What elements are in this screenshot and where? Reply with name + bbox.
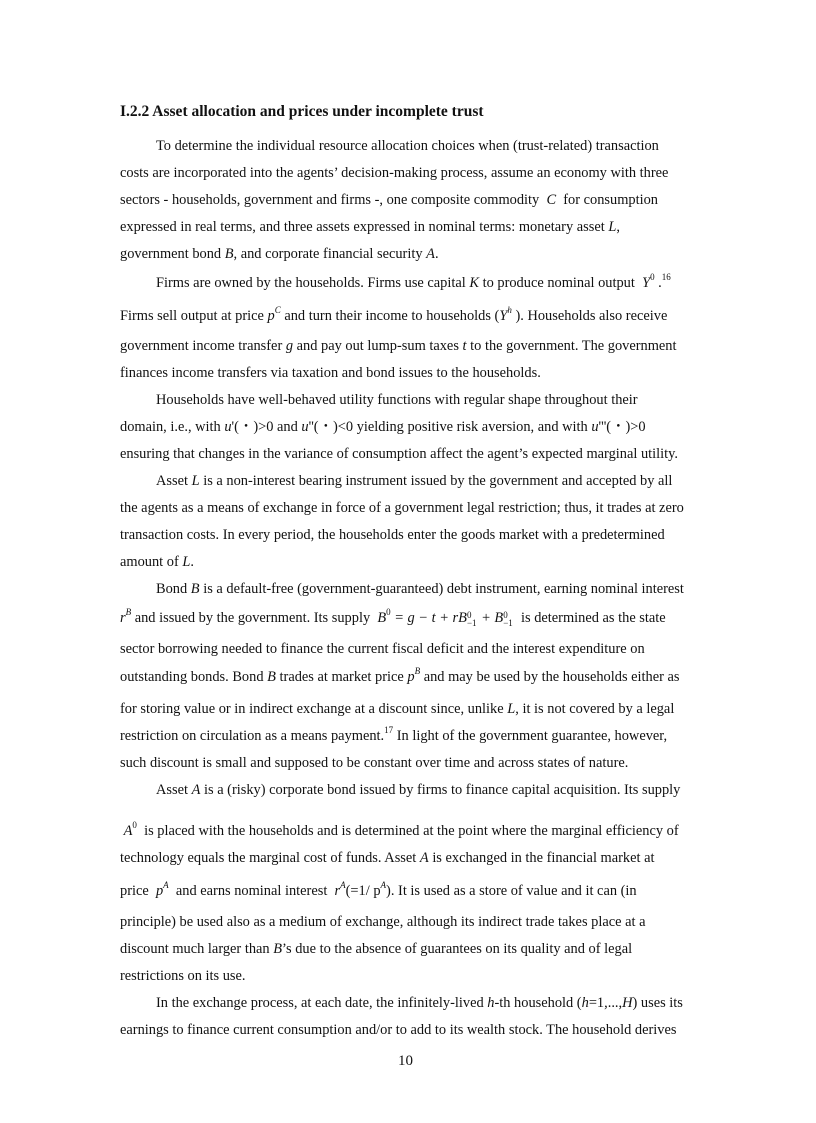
subsup-stack: 0 −1 [466,610,477,628]
section-heading: I.2.2 Asset allocation and prices under incomplete trust [120,103,484,120]
paragraph-line: the agents as a means of exchange in force of a government legal restriction; thus, it trades at zero [120,500,684,516]
paragraph-line: for storing value or in indirect exchange at a discount since, unlike L, it is not covered by a legal [120,701,675,717]
paragraph-line: amount of L. [120,554,194,570]
paragraph-line: In the exchange process, at each date, the infinitely-lived h-th household (h=1,...,H) uses its [156,995,683,1011]
paragraph-line: Firms are owned by the households. Firms use capital K to produce nominal output $Y^0$ .$^{16}$ [156,272,671,291]
paragraph-line: costs are incorporated into the agents’ decision-making process, assume an economy with three [120,165,669,181]
paragraph-line: $r^B$ and issued by the government. Its supply $B^0 = g - t$ + rB 0 −1 + B 0 −1 is determined as the state [120,607,666,628]
paragraph-line: Asset L is a non-interest bearing instrument issued by the government and accepted by all [156,473,673,489]
paragraph-line: sector borrowing needed to finance the current fiscal deficit and the interest expenditure on [120,641,645,657]
paragraph-line: such discount is small and supposed to be constant over time and across states of nature. [120,755,629,771]
paragraph-line: To determine the individual resource allocation choices when (trust-related) transaction [156,138,659,154]
paragraph-line: transaction costs. In every period, the households enter the goods market with a predetermined [120,527,665,543]
paragraph-line: restrictions on its use. [120,968,246,984]
paragraph-line: expressed in real terms, and three assets expressed in nominal terms: monetary asset L, [120,219,620,235]
page-number: 10 [398,1053,413,1069]
paragraph-line: Firms sell output at price $p^C$ and turn their income to households ($Y^h$ ). Households also receive [120,305,668,324]
paragraph-line: outstanding bonds. Bond B trades at market price $p^B$ and may be used by the households either as [120,666,680,685]
paragraph-line: price $p^A$ and earns nominal interest $r^A(=1/$ $p^A$). It is used as a store of value and it can (in [120,880,637,899]
paragraph-line: government income transfer g and pay out lump-sum taxes t to the government. The government [120,338,677,354]
paragraph-line: earnings to finance current consumption and/or to add to its wealth stock. The household derives [120,1022,677,1038]
paragraph-line: principle) be used also as a medium of exchange, although its indirect trade takes place at a [120,914,646,930]
paragraph-line: Asset A is a (risky) corporate bond issued by firms to finance capital acquisition. Its supply [156,782,681,798]
subsup-stack: 0 −1 [503,610,513,628]
paragraph-line: discount much larger than B’s due to the absence of guarantees on its quality and of legal [120,941,633,957]
paragraph-line: Bond B is a default-free (government-guaranteed) debt instrument, earning nominal interest [156,581,684,597]
paragraph-line: $A^0$ is placed with the households and is determined at the point where the marginal efficiency of [123,820,679,839]
paragraph-line: technology equals the marginal cost of funds. Asset A is exchanged in the financial market at [120,850,655,866]
paragraph-line: ensuring that changes in the variance of consumption affect the agent’s expected marginal utility. [120,446,678,462]
paragraph-line: sectors - households, government and firms -, one composite commodity C for consumption [120,192,658,208]
paragraph-line: government bond B, and corporate financial security A. [120,246,439,262]
paragraph-line: restriction on circulation as a means payment.$^{17}$ In light of the government guarantee, however, [120,725,668,744]
paragraph-line: Households have well-behaved utility functions with regular shape throughout their [156,392,638,408]
paragraph-line: finances income transfers via taxation and bond issues to the households. [120,365,541,381]
paragraph-line: domain, i.e., with u'(・)>0 and u''(・)<0 yielding positive risk aversion, and with u'''(・)>0 [120,419,646,435]
